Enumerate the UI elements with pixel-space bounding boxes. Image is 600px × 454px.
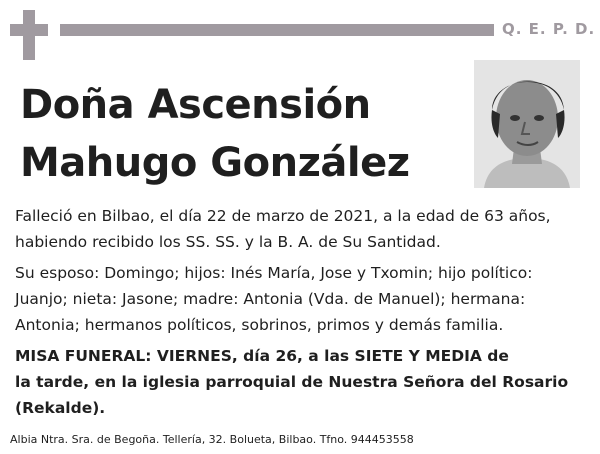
family-paragraph <box>15 260 590 338</box>
qepd-label: Q. E. P. D. <box>502 20 596 38</box>
text-line: la tarde, en la iglesia parroquial de Nuestra Señora del Rosario <box>15 373 569 391</box>
deceased-name <box>20 76 460 192</box>
funeral-home-footer: Albia Ntra. Sra. de Begoña. Tellería, 32. Bolueta, Bilbao. Tfno. 944453558 <box>10 433 414 446</box>
portrait-photo <box>474 60 580 188</box>
text-line: Juanjo; nieta: Jasone; madre: Antonia (Vda. de Manuel); hermana: <box>15 290 526 308</box>
death-notice-paragraph <box>15 203 590 255</box>
text-line: (Rekalde). <box>15 399 106 417</box>
text-line: Antonia; hermanos políticos, sobrinos, primos y demás familia. <box>15 316 504 334</box>
text-line: habiendo recibido los SS. SS. y la B. A. de Su Santidad. <box>15 233 441 251</box>
portrait-icon <box>474 60 580 188</box>
text-line: MISA FUNERAL: VIERNES, día 26, a las SIETE Y MEDIA de <box>15 347 509 365</box>
text-line: Su esposo: Domingo; hijos: Inés María, Jose y Txomin; hijo político: <box>15 264 533 282</box>
name-line-2: Mahugo González <box>20 140 410 186</box>
header-rule <box>60 24 494 36</box>
cross-icon-horizontal <box>10 24 48 36</box>
name-line-1: Doña Ascensión <box>20 82 371 128</box>
text-line: Falleció en Bilbao, el día 22 de marzo de 2021, a la edad de 63 años, <box>15 207 551 225</box>
funeral-mass-paragraph <box>15 343 590 421</box>
